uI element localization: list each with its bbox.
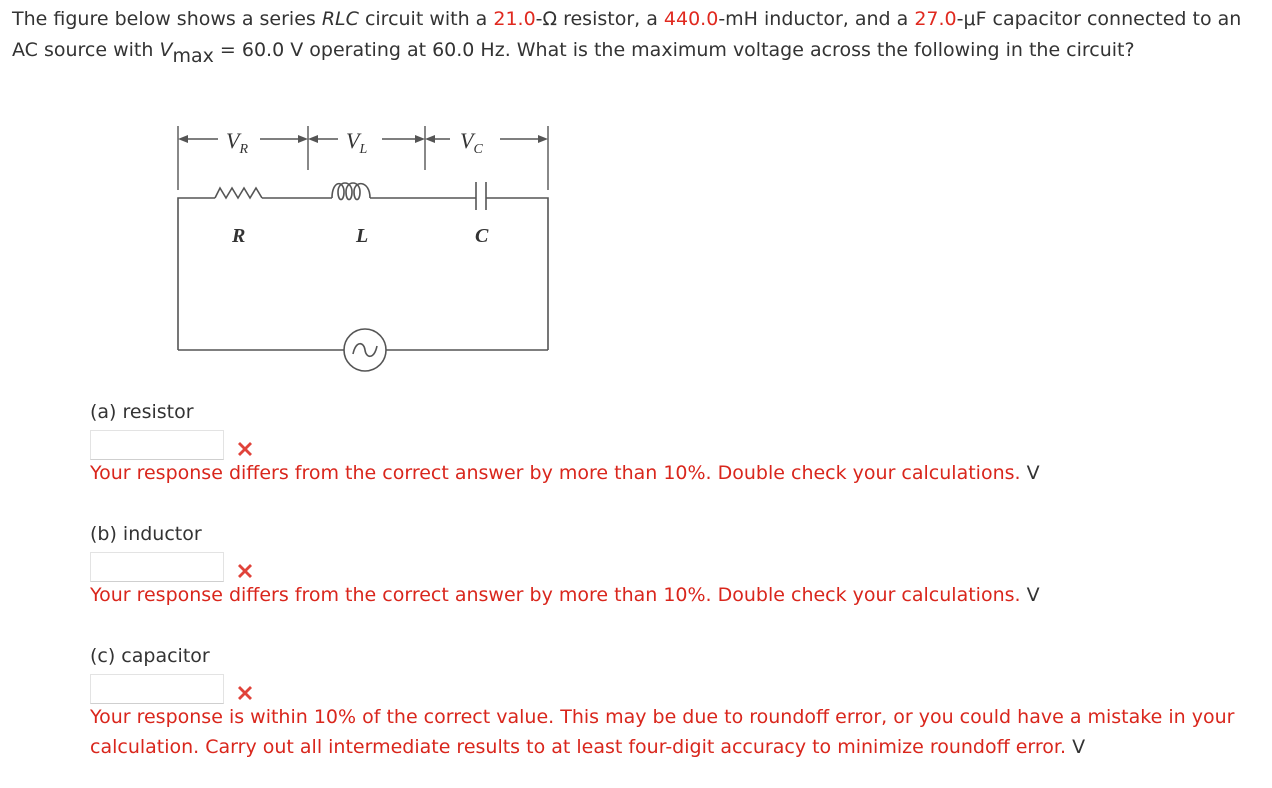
capacitance-value: 27.0 (914, 8, 957, 30)
question-text (12, 4, 1262, 66)
part-a-feedback (90, 458, 1265, 488)
part-a-label: (a) resistor (90, 401, 194, 423)
vl-label: V (346, 128, 360, 153)
capacitor-label: C (475, 225, 489, 247)
part-b-feedback (90, 580, 1265, 610)
part-c-label: (c) capacitor (90, 645, 210, 667)
svg-text:VL (346, 128, 367, 157)
vmax-symbol: V (159, 39, 173, 61)
part-b-unit: V (1026, 584, 1040, 606)
part-c-answer-row (90, 668, 1265, 702)
part-b-label: (b) inductor (90, 523, 202, 545)
svg-text:VC (460, 128, 483, 157)
part-b-answer-input[interactable] (90, 552, 224, 582)
part-b (90, 522, 1265, 610)
x-icon (234, 682, 256, 704)
part-b-answer-row (90, 546, 1265, 580)
part-a-answer-input[interactable] (90, 430, 224, 460)
x-icon (234, 560, 256, 582)
part-b-feedback-text: Your response differs from the correct answer by more than 10%. Double check your calculations. (90, 584, 1021, 606)
part-c-feedback-text: Your response is within 10% of the correct value. This may be due to roundoff error, or you could have a mistake in your calculation. Carry out all intermediate results to at least four-digit accuracy to minimize roundoff error. (90, 706, 1235, 758)
x-icon (234, 438, 256, 460)
question-segment: circuit with a (358, 8, 494, 30)
resistor-symbol (215, 188, 262, 198)
inductor-symbol (332, 183, 370, 200)
question-segment: -mH inductor, and a (718, 8, 915, 30)
vr-subscript: R (239, 142, 249, 157)
part-a-answer-row (90, 424, 1265, 458)
question-segment: = 60.0 V operating at 60.0 Hz. What is the maximum voltage across the following in the circuit? (213, 39, 1135, 61)
vc-label: V (460, 128, 474, 153)
inductance-value: 440.0 (663, 8, 719, 30)
question-segment: The figure below shows a series (12, 8, 322, 30)
rlc-term: RLC (321, 8, 359, 30)
part-c-unit: V (1072, 736, 1086, 758)
vr-label: V (226, 128, 240, 153)
part-a (90, 400, 1265, 488)
rlc-circuit-figure (160, 118, 580, 388)
resistance-value: 21.0 (493, 8, 536, 30)
part-a-unit: V (1026, 462, 1040, 484)
svg-text:VR (226, 128, 248, 157)
resistor-label: R (232, 225, 246, 247)
question-segment: -μF capacitor connected to an AC source with (12, 8, 1242, 61)
circuit-diagram (160, 118, 580, 388)
vl-subscript: L (359, 142, 368, 157)
part-c (90, 644, 1265, 762)
part-a-feedback-text: Your response differs from the correct answer by more than 10%. Double check your calculations. (90, 462, 1021, 484)
part-c-answer-input[interactable] (90, 674, 224, 704)
part-c-feedback (90, 702, 1265, 762)
vc-subscript: C (473, 142, 483, 157)
inductor-label: L (356, 225, 369, 247)
vmax-subscript: max (172, 45, 214, 67)
question-segment: -Ω resistor, a (535, 8, 664, 30)
